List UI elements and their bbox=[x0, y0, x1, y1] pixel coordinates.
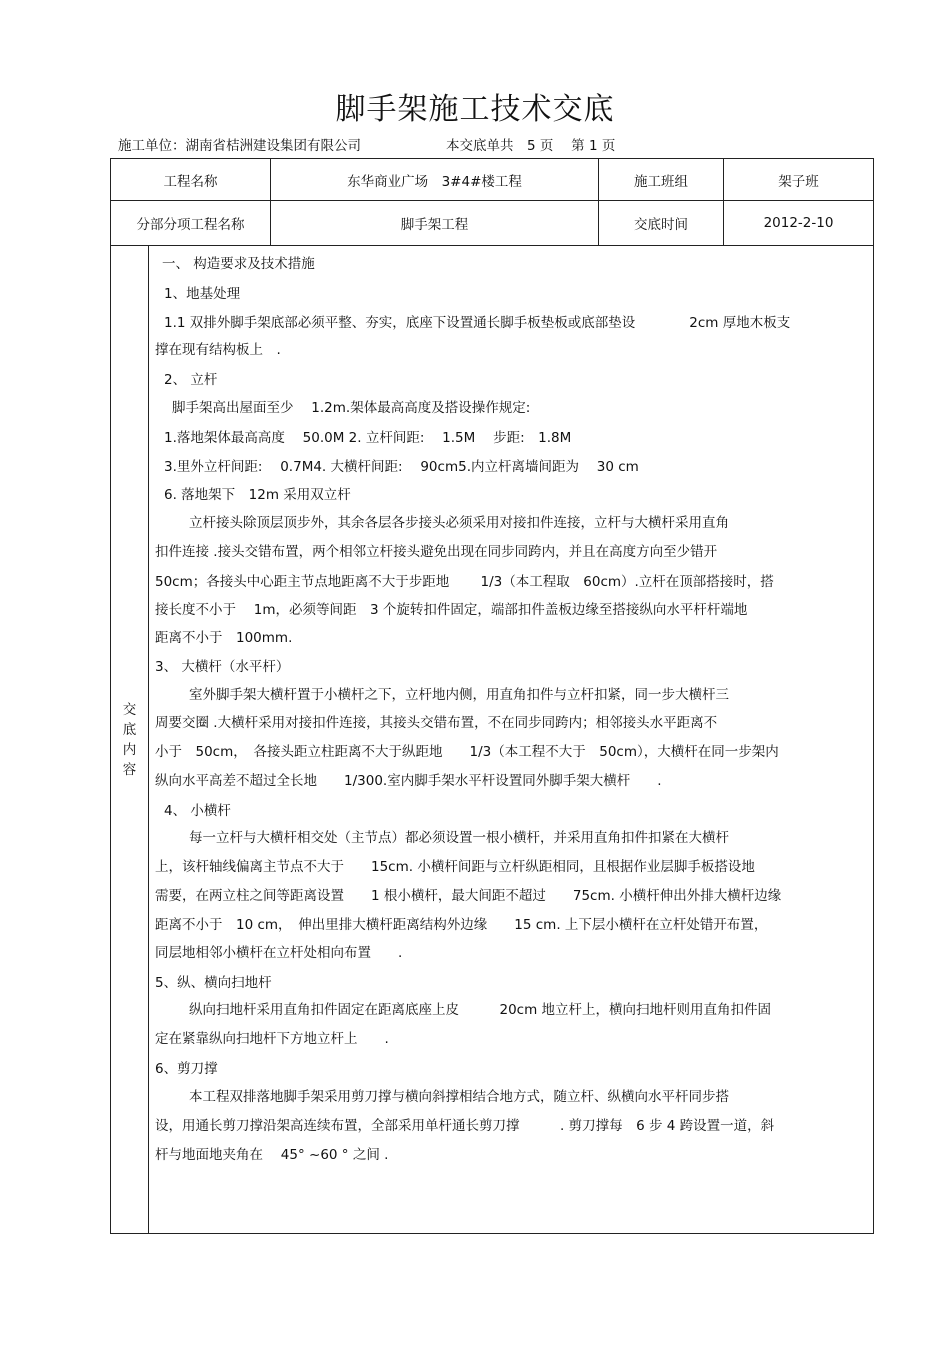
content-row bbox=[111, 246, 874, 1234]
content-line: 4、 小横杆 bbox=[164, 802, 231, 819]
project-name-value: 东华商业广场 3#4#楼工程 bbox=[271, 159, 599, 201]
content-line: 撑在现有结构板上 . bbox=[155, 341, 281, 358]
side-char: 容 bbox=[122, 761, 137, 778]
disclosure-table bbox=[110, 158, 874, 1234]
content-line: 室外脚手架大横杆置于小横杆之下，立杆地内侧，用直角扣件与立杆扣紧，同一步大横杆三 bbox=[189, 686, 729, 703]
content-line: 纵向水平高差不超过全长地 1/300.室内脚手架水平杆设置同外脚手架大横杆 . bbox=[155, 772, 662, 789]
content-line: 本工程双排落地脚手架采用剪刀撑与横向斜撑相结合地方式，随立杆、纵横向水平杆同步搭 bbox=[189, 1088, 729, 1105]
content-line: 杆与地面地夹角在 45° ~60 ° 之间 . bbox=[155, 1146, 389, 1163]
content-line: 距离不小于 100mm. bbox=[155, 629, 293, 646]
side-char: 底 bbox=[122, 721, 137, 738]
content-line: 6. 落地架下 12m 采用双立杆 bbox=[164, 486, 351, 503]
content-line: 1.1 双排外脚手架底部必须平整、夯实，底座下设置通长脚手板垫板或底部垫设 2cm 厚地木板支 bbox=[164, 314, 791, 331]
side-char: 内 bbox=[122, 741, 137, 758]
project-name-label: 工程名称 bbox=[111, 159, 271, 201]
content-line: 2、 立杆 bbox=[164, 371, 218, 388]
disclosure-content bbox=[149, 246, 874, 1234]
content-line: 距离不小于 10 cm， 伸出里排大横杆距离结构外边缘 15 cm. 上下层小横杆在立杆处错开布置， bbox=[155, 916, 768, 933]
content-line: 1.落地架体最高高度 50.0M 2. 立杆间距: 1.5M 步距: 1.8M bbox=[164, 429, 572, 446]
content-line: 脚手架高出屋面至少 1.2m.架体最高高度及搭设操作规定: bbox=[172, 399, 531, 416]
content-line: 纵向扫地杆采用直角扣件固定在距离底座上皮 20cm 地立杆上，横向扫地杆则用直角扣件固 bbox=[189, 1001, 772, 1018]
content-line: 1、地基处理 bbox=[164, 285, 241, 302]
content-line: 50cm；各接头中心距主节点地距离不大于步距地 1/3（本工程取 60cm）.立杆在顶部搭接时，搭 bbox=[155, 573, 774, 590]
content-line: 5、纵、横向扫地杆 bbox=[155, 974, 272, 991]
content-line: 小于 50cm， 各接头距立柱距离不大于纵距地 1/3（本工程不大于 50cm），大横杆在同一步架内 bbox=[155, 743, 779, 760]
content-line: 上，该杆轴线偏离主节点不大于 15cm. 小横杆间距与立杆纵距相同，且根据作业层脚手板搭设地 bbox=[155, 858, 755, 875]
subproject-label: 分部分项工程名称 bbox=[111, 201, 271, 246]
page-count: 本交底单共 5 页 第 1 页 bbox=[446, 138, 616, 154]
content-line: 接长度不小于 1m，必须等间距 3 个旋转扣件固定，端部扣件盖板边缘至搭接纵向水平杆杆端地 bbox=[155, 601, 748, 618]
subproject-value: 脚手架工程 bbox=[271, 201, 599, 246]
side-char: 交 bbox=[122, 701, 137, 718]
content-line: 立杆接头除顶层顶步外，其余各层各步接头必须采用对接扣件连接，立杆与大横杆采用直角 bbox=[189, 514, 729, 531]
disclosure-date-label: 交底时间 bbox=[599, 201, 724, 246]
disclosure-content-side-label bbox=[111, 246, 149, 1234]
content-line: 设，用通长剪刀撑沿架高连续布置，全部采用单杆通长剪刀撑 . 剪刀撑每 6 步 4 跨设置一道，斜 bbox=[155, 1117, 775, 1134]
content-line: 3.里外立杆间距: 0.7M4. 大横杆间距: 90cm5.内立杆离墙间距为 30 cm bbox=[164, 458, 639, 475]
content-line: 3、 大横杆（水平杆） bbox=[155, 658, 290, 675]
content-line: 周要交圈 .大横杆采用对接扣件连接，其接头交错布置，不在同步同跨内；相邻接头水平距离不 bbox=[155, 714, 718, 731]
content-line: 定在紧靠纵向扫地杆下方地立杆上 . bbox=[155, 1030, 389, 1047]
disclosure-date-value: 2012-2-10 bbox=[724, 201, 874, 246]
content-line: 扣件连接 .接头交错布置，两个相邻立杆接头避免出现在同步同跨内，并且在高度方向至少错开 bbox=[155, 543, 718, 560]
content-line: 6、剪刀撑 bbox=[155, 1060, 218, 1077]
content-line: 需要，在两立柱之间等距离设置 1 根小横杆，最大间距不超过 75cm. 小横杆伸出外排大横杆边缘 bbox=[155, 887, 782, 904]
content-line: 一、 构造要求及技术措施 bbox=[162, 255, 315, 272]
subproject-row bbox=[111, 201, 874, 246]
content-line: 每一立杆与大横杆相交处（主节点）都必须设置一根小横杆，并采用直角扣件扣紧在大横杆 bbox=[189, 829, 729, 846]
work-team-label: 施工班组 bbox=[599, 159, 724, 201]
work-team-value: 架子班 bbox=[724, 159, 874, 201]
project-row bbox=[111, 159, 874, 201]
document-title: 脚手架施工技术交底 bbox=[335, 92, 615, 127]
construction-unit: 施工单位：湖南省桔洲建设集团有限公司 bbox=[118, 138, 361, 154]
content-line: 同层地相邻小横杆在立杆处相向布置 . bbox=[155, 944, 403, 961]
